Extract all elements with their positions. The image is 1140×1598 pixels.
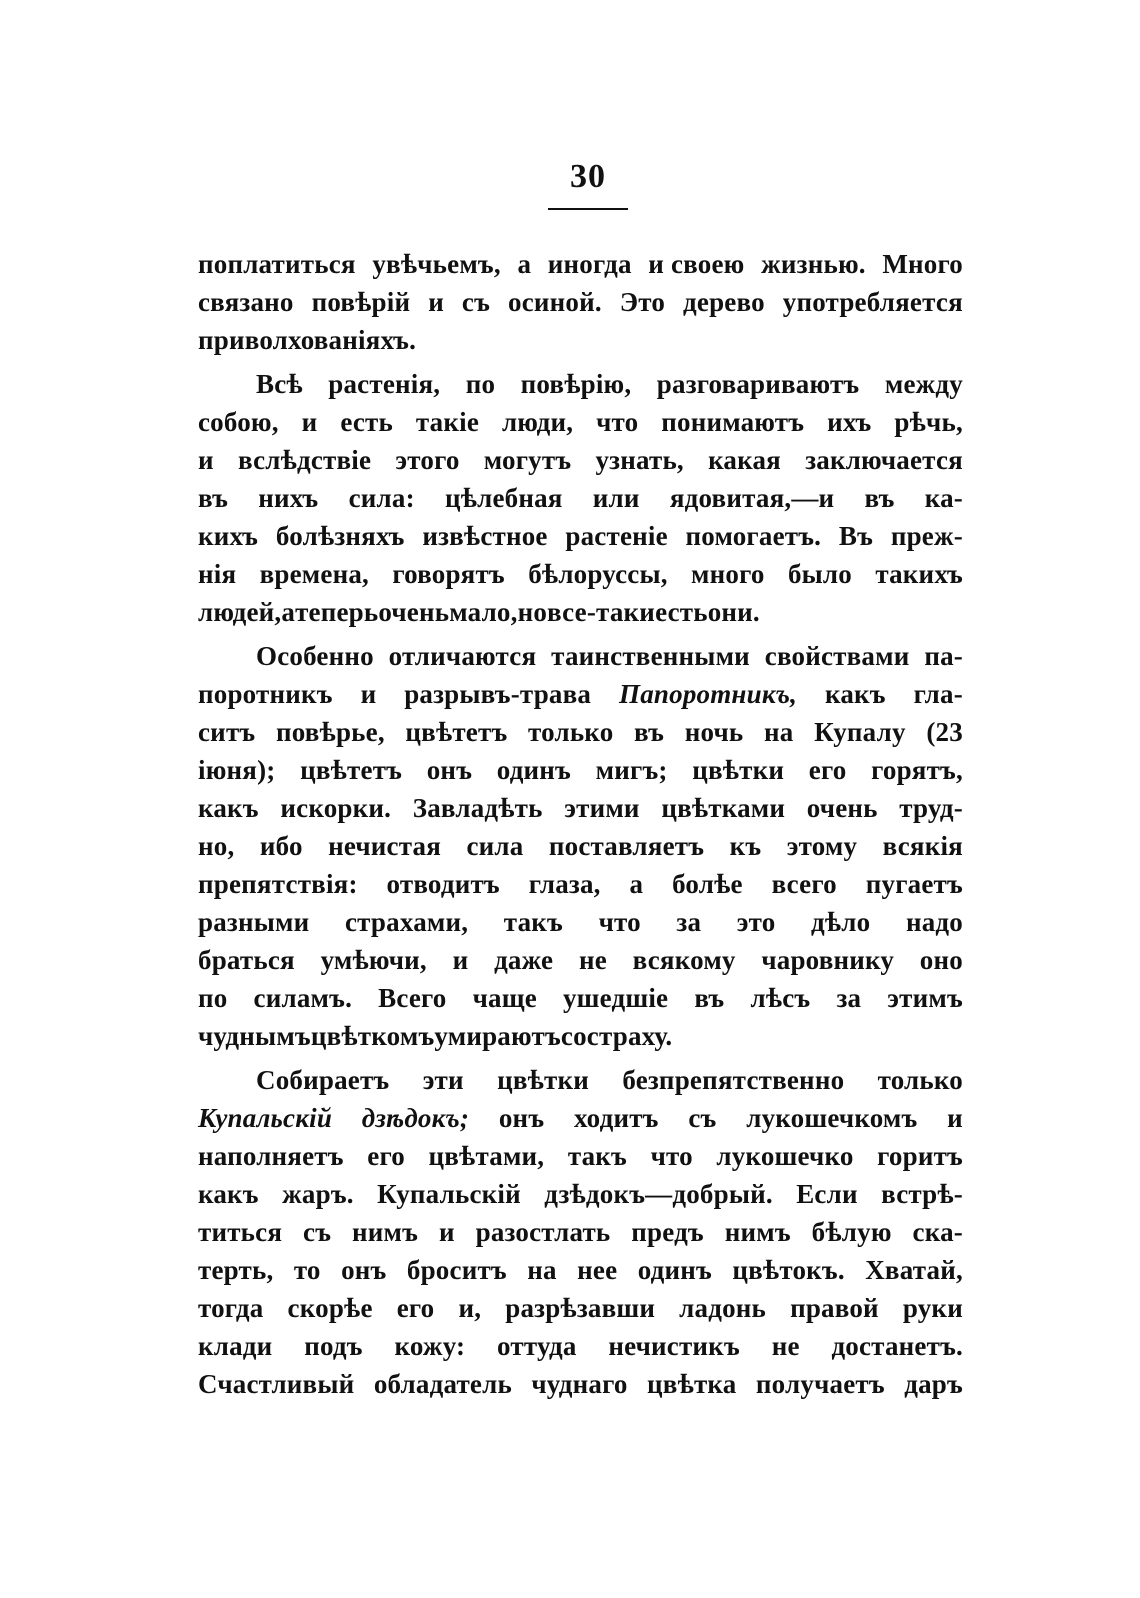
word: и (438, 1217, 455, 1247)
word: какая (708, 445, 781, 475)
text-line (198, 1289, 963, 1327)
word: силамъ. (253, 983, 353, 1013)
word: оттуда (497, 1331, 577, 1361)
word: въ (634, 717, 665, 747)
word: чаще (472, 983, 537, 1013)
word: съ (688, 1103, 717, 1133)
text-line (198, 479, 963, 517)
word: (23 (926, 717, 963, 747)
word: ибо (259, 831, 303, 861)
word: этого (395, 445, 460, 475)
word: жаръ. (282, 1179, 354, 1209)
word: броситъ (406, 1255, 507, 1285)
text-line (198, 403, 963, 441)
body-text (198, 245, 963, 1403)
word: мало, (449, 597, 518, 627)
word: Это (619, 287, 666, 317)
word: лѣсъ (750, 983, 811, 1013)
word: встрѣ- (881, 1179, 963, 1209)
word: Всего (378, 983, 447, 1013)
word: ходитъ (574, 1103, 659, 1133)
word: очень (806, 793, 878, 823)
word: таинственными (551, 641, 750, 671)
word: Много (882, 249, 963, 279)
word: а (281, 597, 296, 627)
word: они. (707, 597, 760, 627)
word: съ (303, 1217, 332, 1247)
word: оно (919, 945, 963, 975)
text-line (198, 1251, 963, 1289)
word: на (527, 1255, 557, 1285)
word: браться (198, 945, 295, 975)
word: чаровнику (761, 945, 895, 975)
word: связано (198, 287, 294, 317)
word: и (301, 407, 318, 437)
text-line (198, 517, 963, 555)
text-line (198, 1137, 963, 1175)
word: волхованіяхъ. (244, 325, 417, 355)
word: страху. (586, 1021, 673, 1051)
word: ска- (912, 1217, 963, 1247)
word: надо (905, 907, 963, 937)
word: цвѣтки (692, 755, 785, 785)
word: страхами, (344, 907, 469, 937)
word: людей, (198, 597, 282, 627)
word: Собираетъ (256, 1065, 390, 1095)
text-line (198, 1175, 963, 1213)
word: онъ (426, 755, 473, 785)
word: Счастливый (198, 1369, 355, 1399)
word: наполняетъ (198, 1141, 344, 1171)
text-line (198, 865, 963, 903)
word: извѣстное (422, 521, 548, 551)
word: скорѣе (287, 1293, 373, 1323)
word: бѣлую (811, 1217, 892, 1247)
word: разговариваютъ (656, 369, 860, 399)
word: и (452, 945, 469, 975)
word: лукошечко (716, 1141, 854, 1171)
word: то (293, 1255, 321, 1285)
word: тогда (198, 1293, 264, 1323)
word: разостлать (475, 1217, 611, 1247)
word: эти (422, 1065, 464, 1095)
word: растеніе (565, 521, 668, 551)
word: Папоротникъ, (619, 679, 798, 709)
word: времена, (259, 559, 369, 589)
word: искорки. (280, 793, 392, 823)
word: и своею (648, 249, 745, 279)
word: Купальскій (377, 1179, 521, 1209)
word: нихъ (258, 483, 319, 513)
text-line (198, 283, 963, 321)
word: цвѣтокъ. (732, 1255, 845, 1285)
word: рѣчь, (894, 407, 963, 437)
word: подъ (304, 1331, 363, 1361)
word: употребляется (782, 287, 963, 317)
word: въ (198, 483, 229, 513)
word: цвѣтетъ (405, 717, 508, 747)
word: гла- (913, 679, 963, 709)
word: но (517, 597, 548, 627)
word: есть (655, 597, 708, 627)
word: одинъ (496, 755, 572, 785)
word: много (691, 559, 765, 589)
word: Если (796, 1179, 858, 1209)
word: всякія (882, 831, 963, 861)
word: ушедшіе (562, 983, 669, 1013)
word: по (198, 983, 228, 1013)
word: обладатель (373, 1369, 512, 1399)
word: Завладѣть (412, 793, 543, 823)
word: было (787, 559, 852, 589)
word: со (560, 1021, 587, 1051)
word: заключается (805, 445, 963, 475)
word: Въ (838, 521, 874, 551)
word: только (877, 1065, 963, 1095)
word: ка- (924, 483, 963, 513)
word: чуднымъ (198, 1021, 311, 1051)
word: нее (577, 1255, 618, 1285)
word: цвѣтетъ (300, 755, 403, 785)
word: отводитъ (386, 869, 500, 899)
word: повѣрье, (275, 717, 385, 747)
word: очень (378, 597, 450, 627)
word: кожу: (394, 1331, 466, 1361)
word: клади (198, 1331, 273, 1361)
word: Особенно (256, 641, 374, 671)
word: могутъ (483, 445, 572, 475)
word: сила: (348, 483, 415, 513)
word: пугаетъ (865, 869, 963, 899)
text-line (198, 365, 963, 403)
word: собою, (198, 407, 279, 437)
word: осиной. (508, 287, 602, 317)
word: помогаетъ. (685, 521, 822, 551)
word: ядовитая,—и (669, 483, 835, 513)
word: ладонь (679, 1293, 767, 1323)
word: нимъ (352, 1217, 419, 1247)
word: этимъ (887, 983, 963, 1013)
word: поротникъ (198, 679, 333, 709)
word: и (428, 287, 444, 317)
text-line (198, 555, 963, 593)
word: безпрепятственно (622, 1065, 845, 1095)
text-line (198, 245, 963, 283)
word: горятъ, (871, 755, 963, 785)
word: всякому (632, 945, 736, 975)
word: преж- (890, 521, 963, 551)
word: получаетъ (755, 1369, 885, 1399)
text-line (198, 1213, 963, 1251)
word: растенія, (328, 369, 441, 399)
word: за (676, 907, 702, 937)
word: не (771, 1331, 800, 1361)
word: нимъ (724, 1217, 791, 1247)
word: свойствами (764, 641, 910, 671)
word: въ (864, 483, 895, 513)
word: глаза, (528, 869, 601, 899)
word: этому (786, 831, 858, 861)
word: Всѣ (256, 369, 303, 399)
word: руки (902, 1293, 963, 1323)
word: такихъ (875, 559, 963, 589)
word: говорятъ (392, 559, 505, 589)
text-line (198, 789, 963, 827)
word: разрывъ-трава (404, 679, 592, 709)
word: къ (729, 831, 762, 861)
word: и (947, 1103, 963, 1133)
word: но, (198, 831, 235, 861)
word: труд- (899, 793, 963, 823)
word: цвѣтами, (428, 1141, 545, 1171)
word: это (736, 907, 776, 937)
text-line (198, 979, 963, 1017)
word: предъ (631, 1217, 704, 1247)
word: что (596, 407, 639, 437)
word: цѣлебная (444, 483, 563, 513)
word: и (198, 445, 214, 475)
word: цвѣтками (661, 793, 786, 823)
word: этими (564, 793, 640, 823)
text-line (198, 637, 963, 675)
word: умираютъ (434, 1021, 561, 1051)
text-line (198, 1017, 963, 1055)
word: люди, (501, 407, 574, 437)
word: даръ (904, 1369, 963, 1399)
word: ихъ (827, 407, 872, 437)
text-line (198, 713, 963, 751)
word: болѣе (672, 869, 743, 899)
word: есть (340, 407, 393, 437)
word: какъ (198, 793, 259, 823)
word: что (650, 1141, 693, 1171)
word: а (629, 869, 644, 899)
word: правой (790, 1293, 879, 1323)
word: такіе (415, 407, 480, 437)
word: отличаются (388, 641, 537, 671)
word: болѣзняхъ (275, 521, 405, 551)
word: и, (458, 1293, 482, 1323)
word: умѣючи, (320, 945, 427, 975)
text-line (198, 827, 963, 865)
word: по (465, 369, 496, 399)
word: ночь (684, 717, 744, 747)
word: его (396, 1293, 435, 1323)
word: кихъ (198, 521, 259, 551)
word: горитъ (877, 1141, 963, 1171)
word: такъ (503, 907, 563, 937)
word: па- (924, 641, 963, 671)
word: даже (494, 945, 554, 975)
text-line (198, 321, 963, 359)
word: что (598, 907, 641, 937)
word: разрѣзавши (505, 1293, 656, 1323)
word: сила (466, 831, 524, 861)
word: поставляетъ (548, 831, 705, 861)
word: съ (461, 287, 491, 317)
word: разными (198, 907, 310, 937)
word: на (764, 717, 794, 747)
word: при (198, 325, 245, 355)
word: Купальскій (198, 1103, 333, 1133)
word: и (360, 679, 377, 709)
word: нія (198, 559, 237, 589)
word: а (517, 249, 532, 279)
word: теперь (295, 597, 379, 627)
word: одинъ (637, 1255, 712, 1285)
word: нечистая (328, 831, 442, 861)
word: какъ (824, 679, 886, 709)
word: достанетъ. (831, 1331, 963, 1361)
text-line (198, 1099, 963, 1137)
word: дерево (683, 287, 765, 317)
word: такъ (567, 1141, 628, 1171)
word: титься (198, 1217, 283, 1247)
word: въ (694, 983, 725, 1013)
word: жизнью. (761, 249, 866, 279)
word: только (528, 717, 614, 747)
word: нечистикъ (608, 1331, 740, 1361)
text-line (198, 941, 963, 979)
word: онъ (341, 1255, 387, 1285)
word: Хватай, (865, 1255, 963, 1285)
word: дзѣдокъ—добрый. (544, 1179, 773, 1209)
word: понимаютъ (661, 407, 805, 437)
word: не (578, 945, 607, 975)
text-line (198, 903, 963, 941)
word: цвѣтки (497, 1065, 590, 1095)
word: терть, (198, 1255, 274, 1285)
page-number-rule (548, 208, 628, 210)
word: дзѣдокъ; (361, 1103, 470, 1133)
word: вслѣдствіе (237, 445, 372, 475)
word: лукошечкомъ (746, 1103, 918, 1133)
text-line (198, 1327, 963, 1365)
text-line (198, 441, 963, 479)
word: іюня); (198, 755, 276, 785)
word: ситъ (198, 717, 256, 747)
word: его (367, 1141, 405, 1171)
word: цвѣтка (647, 1369, 737, 1399)
word: Купалу (814, 717, 906, 747)
word: за (836, 983, 862, 1013)
word: его (808, 755, 847, 785)
word: чуднаго (531, 1369, 628, 1399)
word: все-таки (547, 597, 656, 627)
word: между (884, 369, 963, 399)
word: повѣрій (311, 287, 411, 317)
word: бѣлоруссы, (528, 559, 668, 589)
text-line (198, 675, 963, 713)
word: увѣчьемъ, (372, 249, 501, 279)
word: поплатиться (198, 249, 356, 279)
text-line (198, 1061, 963, 1099)
word: какъ (198, 1179, 259, 1209)
text-line (198, 593, 963, 631)
word: всего (771, 869, 837, 899)
word: иногда (547, 249, 632, 279)
word: цвѣткомъ (310, 1021, 435, 1051)
page-number: 30 (570, 158, 606, 195)
word: повѣрію, (520, 369, 632, 399)
word: онъ (498, 1103, 545, 1133)
text-line (198, 751, 963, 789)
word: препятствія: (198, 869, 358, 899)
word: дѣло (811, 907, 871, 937)
word: мигъ; (595, 755, 668, 785)
text-line (198, 1365, 963, 1403)
word: или (592, 483, 640, 513)
word: узнать, (595, 445, 684, 475)
